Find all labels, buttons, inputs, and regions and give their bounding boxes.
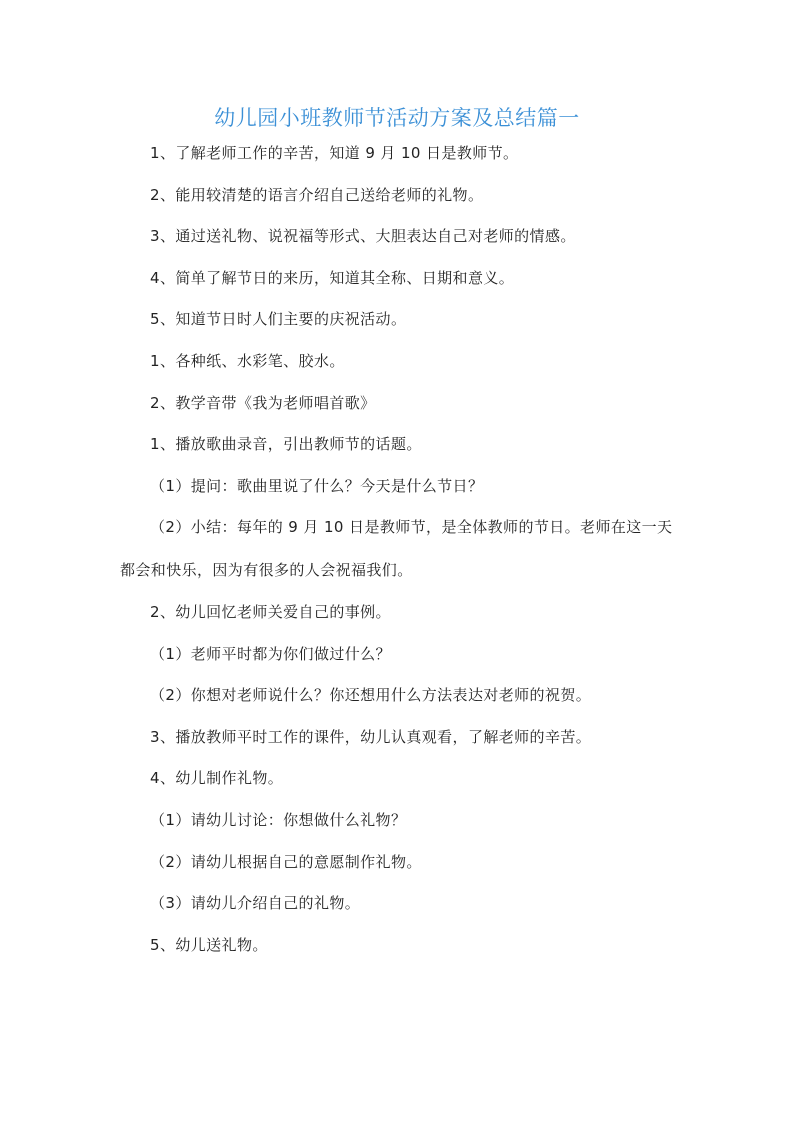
paragraph: 5、知道节日时人们主要的庆祝活动。 [150,310,407,329]
paragraph: 1、播放歌曲录音，引出教师节的话题。 [150,435,422,454]
paragraph: 3、通过送礼物、说祝福等形式、大胆表达自己对老师的情感。 [150,227,576,246]
document-title: 幼儿园小班教师节活动方案及总结篇一 [214,106,580,130]
paragraph: （2）你想对老师说什么？你还想用什么方法表达对老师的祝贺。 [150,686,592,705]
paragraph: 2、幼儿回忆老师关爱自己的事例。 [150,602,391,621]
paragraph: 2、能用较清楚的语言介绍自己送给老师的礼物。 [150,185,484,204]
paragraph: （2）请幼儿根据自己的意愿制作礼物。 [150,852,422,871]
document-body [120,142,680,975]
paragraph: （1）提问：歌曲里说了什么？今天是什么节日？ [150,476,484,495]
paragraph: （1）请幼儿讨论：你想做什么礼物？ [150,810,407,829]
paragraph: （2）小结：每年的 9 月 10 日是教师节，是全体教师的节日。老师在这一天都会和快乐，因为有很多的人会祝福我们。 [120,518,673,580]
paragraph: 1、各种纸、水彩笔、胶水。 [150,351,345,370]
paragraph: 3、播放教师平时工作的课件，幼儿认真观看，了解老师的辛苦。 [150,727,592,746]
paragraph: 1、了解老师工作的辛苦，知道 9 月 10 日是教师节。 [150,144,519,162]
paragraph: 4、幼儿制作礼物。 [150,769,284,788]
paragraph: （1）老师平时都为你们做过什么？ [150,644,391,663]
paragraph: （3）请幼儿介绍自己的礼物。 [150,894,361,913]
paragraph: 5、幼儿送礼物。 [150,935,268,954]
paragraph: 4、简单了解节日的来历，知道其全称、日期和意义。 [150,268,515,287]
paragraph: 2、教学音带《我为老师唱首歌》 [150,393,376,412]
